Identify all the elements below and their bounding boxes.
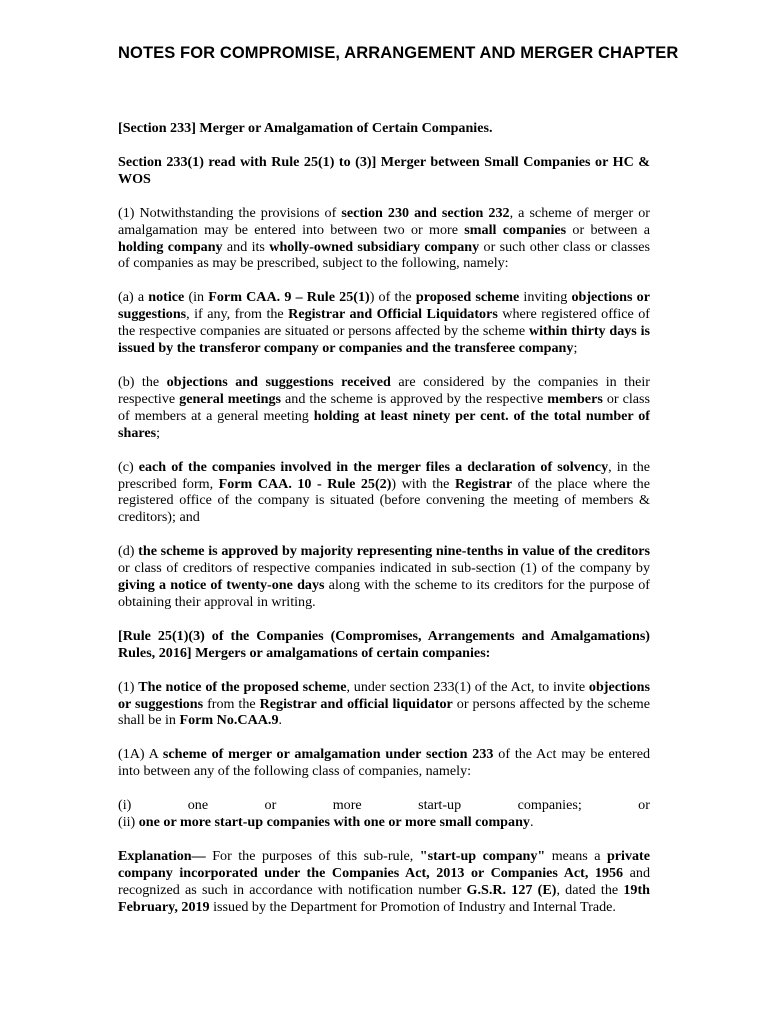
bold-text-run: The notice of the proposed scheme [138, 678, 347, 695]
bold-text-run: scheme of merger or amalgamation under section 233 [162, 746, 494, 763]
rule-para-1a [118, 746, 650, 780]
list-item-ii [118, 814, 650, 831]
bold-text-run: [Section 233] Merger or Amalgamation of Certain Companies. [118, 120, 493, 136]
section-233-heading [118, 120, 650, 137]
text-run: of the place where the registered office of the company is situated (before convening the meeting of members & creditors); and [118, 475, 650, 526]
bold-text-run: wholly-owned subsidiary company [269, 238, 480, 255]
text-run: . [278, 712, 283, 729]
text-run: and its [222, 238, 270, 255]
bold-text-run: objections and suggestions received [166, 373, 391, 390]
bold-text-run: Registrar [454, 475, 513, 492]
text-run: (1) Notwithstanding the provisions of [118, 204, 342, 221]
bold-text-run: small companies [464, 221, 567, 238]
bold-text-run: general meetings [179, 390, 281, 407]
bold-text-run: [Rule 25(1)(3) of the Companies (Compromises, Arrangements and Amalgamations) Rules, 2016] Mergers or amalgamations of certain companies: [118, 627, 650, 661]
list-item-i-word: companies; [517, 797, 582, 814]
text-run: issued by the Department for Promotion of Industry and Internal Trade. [209, 898, 616, 915]
bold-text-run: within thirty days is issued by the transferor company or companies and the transferee company [118, 323, 650, 357]
text-run: , if any, from the [186, 306, 289, 323]
text-run: means a [545, 848, 607, 864]
rule-para-1 [118, 679, 650, 730]
text-run: from the [203, 695, 260, 712]
text-run: (1) [118, 678, 139, 695]
bold-text-run: "start-up company" [419, 848, 546, 864]
text-run: . [529, 814, 534, 831]
text-run: (1A) A [118, 746, 163, 763]
para-1 [118, 205, 650, 273]
text-run: (in [184, 289, 209, 306]
text-run: ) of the [369, 289, 416, 306]
bold-text-run: 19th February, 2019 [118, 881, 650, 915]
text-run: ) with the [391, 475, 455, 492]
rule-25-heading [118, 628, 650, 662]
text-run: , a scheme of merger or amalgamation may be entered into between two or more [118, 204, 651, 238]
bold-text-run: one or more start-up companies with one or more small company [138, 814, 530, 831]
text-run: (d) [118, 543, 139, 560]
bold-text-run: Form No.CAA.9 [179, 712, 279, 729]
bold-text-run: Registrar and Official Liquidators [288, 306, 498, 323]
bold-text-run: section 230 and section 232 [341, 204, 510, 221]
bold-text-run: the scheme is approved by majority representing nine-tenths in value of the creditors [138, 543, 650, 560]
bold-text-run: private company incorporated under the Companies Act, 2013 or Companies Act, 1956 [118, 848, 650, 881]
text-run: (c) [118, 458, 139, 475]
list-item-i-word: more [332, 797, 362, 814]
explanation-paragraph [118, 848, 650, 916]
section-233-1-heading [118, 154, 650, 188]
list-item-i-word: one [187, 797, 209, 814]
bold-text-run: holding company [118, 238, 223, 255]
bold-text-run: Form CAA. 9 – Rule 25(1) [208, 289, 370, 306]
text-run: or between a [566, 221, 650, 238]
para-c [118, 459, 650, 527]
bold-text-run: Form CAA. 10 - Rule 25(2) [218, 475, 392, 492]
bold-text-run: Explanation— [118, 848, 206, 864]
text-run: or such other class or classes of companies as may be prescribed, subject to the following, namely: [118, 238, 650, 272]
text-run: , under section 233(1) of the Act, to invite [346, 678, 589, 695]
bold-text-run: holding at least ninety per cent. of the total number of shares [118, 407, 650, 441]
bold-text-run: G.S.R. 127 (E) [466, 881, 557, 898]
bold-text-run: objections or suggestions [118, 678, 650, 712]
bold-text-run: Registrar and official liquidator [259, 695, 453, 712]
text-run: of the Act may be entered into between any of the following class of companies, namely: [118, 746, 650, 780]
text-run: are considered by the companies in their respective [118, 373, 651, 407]
list-item-i [118, 797, 650, 814]
document-body [118, 120, 650, 933]
paragraph-list [118, 120, 650, 780]
text-run: , in the prescribed form, [118, 458, 650, 492]
text-run: and recognized as such in accordance with notification number [118, 864, 651, 898]
text-run: along with the scheme to its creditors for the purpose of obtaining their approval in writing. [118, 577, 650, 610]
list-block [118, 797, 650, 831]
text-run: or class of members at a general meeting [118, 390, 650, 424]
list-item-i-word: (i) [118, 797, 132, 814]
text-run: where registered office of the respective companies are situated or persons affected by the scheme [118, 306, 650, 340]
bold-text-run: Section 233(1) read with Rule 25(1) to (3)] Merger between Small Companies or HC & WOS [118, 153, 650, 187]
para-b [118, 374, 650, 442]
bold-text-run: objections or suggestions [118, 289, 650, 323]
list-item-i-word: start-up [418, 797, 462, 814]
text-run: ; [156, 424, 161, 441]
text-run: , dated the [556, 881, 624, 898]
text-run: (b) the [118, 373, 167, 390]
bold-text-run: each of the companies involved in the merger files a declaration of solvency [138, 458, 609, 475]
text-run: ; [573, 340, 578, 357]
document-title: NOTES FOR COMPROMISE, ARRANGEMENT AND MERGER CHAPTER [118, 44, 679, 62]
text-run: (a) a [118, 289, 149, 306]
bold-text-run: proposed scheme [415, 289, 520, 306]
bold-text-run: notice [148, 289, 185, 306]
para-d [118, 543, 650, 611]
text-run: (ii) [118, 814, 139, 831]
bold-text-run: giving a notice of twenty-one days [118, 577, 325, 594]
list-item-i-word: or [264, 797, 277, 814]
text-run: or class of creditors of respective companies indicated in sub-section (1) of the company by [118, 560, 650, 577]
text-run: and the scheme is approved by the respective [281, 390, 548, 407]
bold-text-run: members [547, 390, 603, 407]
text-run: inviting [519, 289, 572, 306]
para-a [118, 289, 650, 357]
list-item-i-word: or [638, 797, 650, 814]
text-run: or persons affected by the scheme shall be in [118, 695, 650, 729]
text-run: For the purposes of this sub-rule, [205, 848, 420, 864]
